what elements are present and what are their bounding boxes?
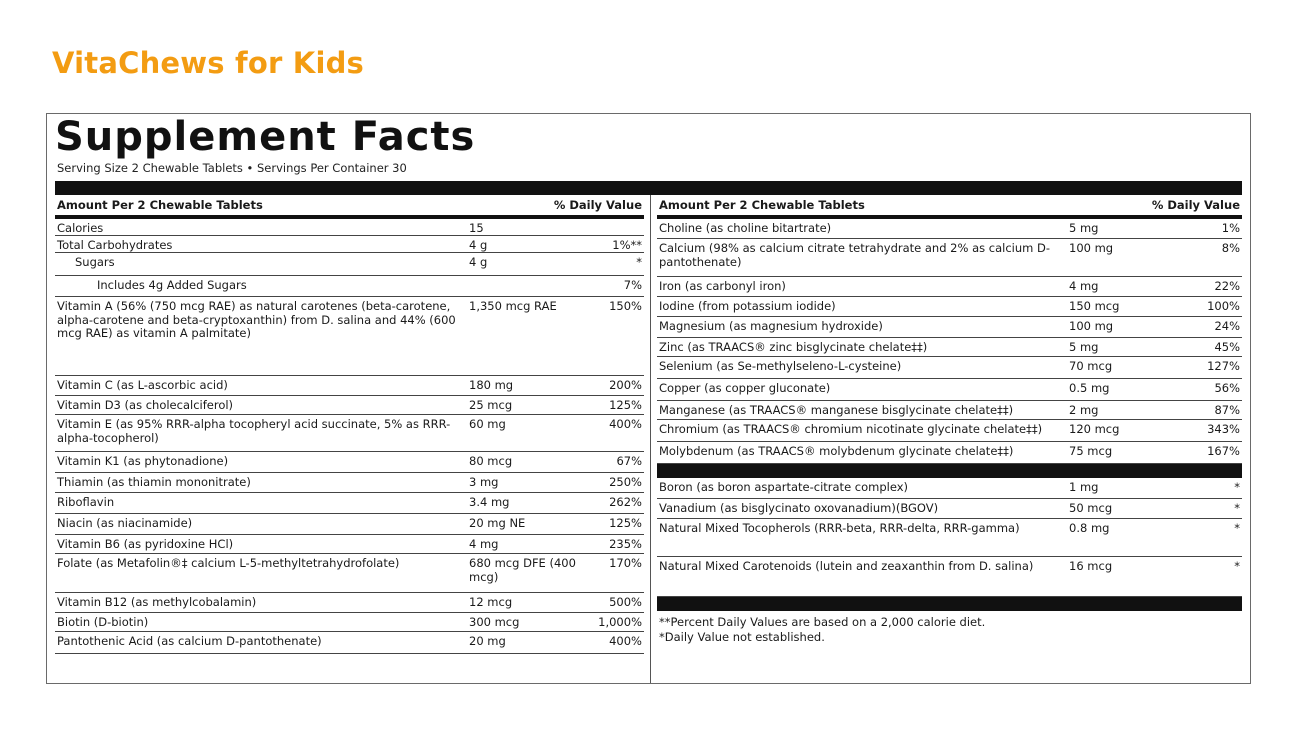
nutrient-name: Vitamin B6 (as pyridoxine HCl) (57, 537, 234, 551)
nutrient-amount: 50 mcg (1069, 501, 1113, 515)
nutrient-row (657, 442, 1242, 464)
nutrient-row (55, 297, 644, 376)
nutrient-name: Boron (as boron aspartate-citrate complex) (659, 480, 909, 494)
nutrient-amount: 25 mcg (469, 398, 513, 412)
nutrient-daily-value: 343% (1207, 422, 1240, 436)
section-rule (657, 464, 1242, 478)
nutrient-name: Selenium (as Se-methylseleno-L-cysteine) (659, 359, 902, 373)
nutrient-row (55, 452, 644, 473)
page-title: VitaChews for Kids (52, 46, 365, 80)
nutrient-name: Calories (57, 221, 104, 235)
nutrient-amount: 680 mcg DFE (400 mcg) (469, 556, 576, 584)
nutrient-row (55, 376, 644, 396)
nutrient-amount: 75 mcg (1069, 444, 1113, 458)
nutrient-amount: 20 mg NE (469, 516, 526, 530)
amount-header: Amount Per 2 Chewable Tablets (57, 198, 263, 212)
nutrient-amount: 70 mcg (1069, 359, 1113, 373)
nutrient-name: Molybdenum (as TRAACS® molybdenum glycinate chelate‡‡) (659, 444, 1014, 458)
amount-header: Amount Per 2 Chewable Tablets (659, 198, 865, 212)
nutrient-name: Copper (as copper gluconate) (659, 381, 831, 395)
nutrient-name: Vitamin B12 (as methylcobalamin) (57, 595, 257, 609)
nutrient-daily-value: 400% (609, 417, 642, 431)
nutrient-amount: 180 mg (469, 378, 514, 392)
nutrient-row (55, 593, 644, 613)
nutrient-amount: 4 mg (469, 537, 499, 551)
nutrient-daily-value: * (636, 255, 642, 269)
nutrient-daily-value: 24% (1214, 319, 1240, 333)
nutrient-amount: 12 mcg (469, 595, 513, 609)
nutrient-daily-value: 200% (609, 378, 642, 392)
nutrient-daily-value: 22% (1214, 279, 1240, 293)
nutrient-row (657, 499, 1242, 519)
section-rule (657, 597, 1242, 611)
nutrient-name: Vitamin C (as L-ascorbic acid) (57, 378, 228, 392)
nutrient-daily-value: * (1234, 559, 1240, 573)
nutrient-daily-value: 7% (623, 278, 642, 292)
nutrient-row (55, 493, 644, 514)
nutrient-daily-value: 1,000% (598, 615, 642, 629)
nutrient-daily-value: 150% (609, 299, 642, 313)
daily-value-header: % Daily Value (553, 198, 642, 212)
nutrient-row (55, 415, 644, 452)
supplement-facts-heading: Supplement Facts (55, 114, 476, 160)
nutrient-amount: 3.4 mg (469, 495, 510, 509)
heading-rule (55, 181, 1242, 195)
nutrient-row (657, 277, 1242, 297)
nutrient-daily-value: 8% (1221, 241, 1240, 255)
nutrient-daily-value: 100% (1207, 299, 1240, 313)
nutrient-amount: 80 mcg (469, 454, 513, 468)
nutrient-daily-value: 250% (609, 475, 642, 489)
nutrient-name: Vitamin A (56% (750 mcg RAE) as natural carotenes (beta-carotene, alpha-carotene and beta-cryptoxanthin) from D. salina and 44% (600 mcg RAE) as vitamin A palmitate) (57, 299, 456, 340)
nutrient-row (657, 420, 1242, 442)
nutrient-daily-value: * (1234, 501, 1240, 515)
nutrient-amount: 300 mcg (469, 615, 520, 629)
nutrient-daily-value: 170% (609, 556, 642, 570)
nutrient-row (657, 317, 1242, 338)
nutrient-amount: 16 mcg (1069, 559, 1113, 573)
nutrient-daily-value: 87% (1214, 403, 1240, 417)
nutrient-name: Thiamin (as thiamin mononitrate) (57, 475, 251, 489)
nutrient-daily-value: * (1234, 521, 1240, 535)
nutrient-amount: 150 mcg (1069, 299, 1120, 313)
nutrient-daily-value: 125% (609, 398, 642, 412)
nutrient-amount: 4 g (469, 255, 488, 269)
nutrient-name: Includes 4g Added Sugars (97, 278, 247, 292)
nutrient-row (657, 357, 1242, 379)
nutrient-daily-value: 127% (1207, 359, 1240, 373)
nutrient-amount: 4 mg (1069, 279, 1099, 293)
nutrient-name: Sugars (75, 255, 115, 269)
nutrient-row (55, 535, 644, 554)
nutrient-row (657, 401, 1242, 420)
nutrient-row (55, 473, 644, 493)
column-divider (650, 195, 651, 683)
left-nutrient-list (55, 219, 644, 654)
nutrient-amount: 5 mg (1069, 340, 1099, 354)
nutrient-daily-value: 262% (609, 495, 642, 509)
daily-value-header: % Daily Value (1151, 198, 1240, 212)
nutrient-name: Magnesium (as magnesium hydroxide) (659, 319, 883, 333)
nutrient-amount: 120 mcg (1069, 422, 1120, 436)
nutrient-name: Vitamin E (as 95% RRR-alpha tocopheryl acid succinate, 5% as RRR-alpha-tocopherol) (57, 417, 451, 445)
nutrient-amount: 0.8 mg (1069, 521, 1110, 535)
nutrient-row (657, 239, 1242, 277)
nutrient-amount: 60 mg (469, 417, 506, 431)
nutrient-name: Niacin (as niacinamide) (57, 516, 193, 530)
left-column (55, 195, 644, 683)
nutrient-name: Vitamin D3 (as cholecalciferol) (57, 398, 234, 412)
nutrient-daily-value: * (1234, 480, 1240, 494)
nutrient-row (657, 557, 1242, 597)
nutrient-name: Manganese (as TRAACS® manganese bisglycinate chelate‡‡) (659, 403, 1014, 417)
nutrient-row (657, 338, 1242, 357)
right-nutrient-list (657, 219, 1242, 464)
nutrient-name: Choline (as choline bitartrate) (659, 221, 832, 235)
nutrient-name: Riboflavin (57, 495, 115, 509)
nutrient-name: Vanadium (as bisglycinato oxovanadium)(BGOV) (659, 501, 939, 515)
nutrient-row (55, 632, 644, 654)
right-column-header (657, 195, 1242, 219)
nutrient-name: Vitamin K1 (as phytonadione) (57, 454, 229, 468)
nutrient-row (55, 253, 644, 276)
nutrient-amount: 3 mg (469, 475, 499, 489)
nutrient-daily-value: 125% (609, 516, 642, 530)
nutrient-amount: 1,350 mcg RAE (469, 299, 557, 313)
nutrient-name: Calcium (98% as calcium citrate tetrahydrate and 2% as calcium D-pantothenate) (659, 241, 1050, 269)
nutrient-name: Folate (as Metafolin®‡ calcium L-5-methyltetrahydrofolate) (57, 556, 400, 570)
nutrient-row (55, 554, 644, 593)
nutrient-name: Zinc (as TRAACS® zinc bisglycinate chelate‡‡) (659, 340, 928, 354)
nutrient-row (55, 613, 644, 632)
nutrient-name: Iron (as carbonyl iron) (659, 279, 786, 293)
nutrient-row (55, 219, 644, 236)
nutrient-amount: 2 mg (1069, 403, 1099, 417)
nutrient-row (55, 276, 644, 297)
nutrient-name: Pantothenic Acid (as calcium D-pantothenate) (57, 634, 322, 648)
nutrient-name: Chromium (as TRAACS® chromium nicotinate glycinate chelate‡‡) (659, 422, 1043, 436)
supplement-facts-panel (46, 113, 1251, 684)
nutrient-row (657, 478, 1242, 499)
nutrient-row (55, 396, 644, 415)
nutrient-name: Iodine (from potassium iodide) (659, 299, 836, 313)
footnote-line: **Percent Daily Values are based on a 2,000 calorie diet. (659, 615, 986, 629)
nutrient-name: Total Carbohydrates (57, 238, 173, 252)
footnotes (657, 611, 1242, 649)
nutrient-daily-value: 67% (616, 454, 642, 468)
nutrient-daily-value: 400% (609, 634, 642, 648)
nutrient-row (657, 379, 1242, 401)
other-ingredients-list (657, 478, 1242, 597)
right-column (657, 195, 1242, 683)
nutrient-amount: 4 g (469, 238, 488, 252)
left-column-header (55, 195, 644, 219)
nutrient-daily-value: 235% (609, 537, 642, 551)
nutrient-amount: 1 mg (1069, 480, 1099, 494)
nutrient-daily-value: 1%** (612, 238, 642, 252)
nutrient-row (657, 519, 1242, 557)
nutrient-daily-value: 1% (1221, 221, 1240, 235)
nutrient-row (55, 514, 644, 535)
nutrient-amount: 100 mg (1069, 241, 1114, 255)
nutrient-row (657, 297, 1242, 317)
footnote-line: *Daily Value not established. (659, 630, 825, 644)
nutrient-name: Biotin (D-biotin) (57, 615, 149, 629)
nutrient-name: Natural Mixed Tocopherols (RRR-beta, RRR-delta, RRR-gamma) (659, 521, 1020, 535)
nutrient-daily-value: 56% (1214, 381, 1240, 395)
nutrient-amount: 15 (469, 221, 484, 235)
nutrient-row (55, 236, 644, 253)
nutrient-amount: 100 mg (1069, 319, 1114, 333)
nutrient-daily-value: 167% (1207, 444, 1240, 458)
nutrient-row (657, 219, 1242, 239)
nutrient-daily-value: 45% (1214, 340, 1240, 354)
nutrient-name: Natural Mixed Carotenoids (lutein and zeaxanthin from D. salina) (659, 559, 1034, 573)
nutrient-amount: 5 mg (1069, 221, 1099, 235)
nutrient-amount: 20 mg (469, 634, 506, 648)
nutrient-amount: 0.5 mg (1069, 381, 1110, 395)
serving-info: Serving Size 2 Chewable Tablets • Servings Per Container 30 (57, 161, 407, 175)
nutrient-daily-value: 500% (609, 595, 642, 609)
